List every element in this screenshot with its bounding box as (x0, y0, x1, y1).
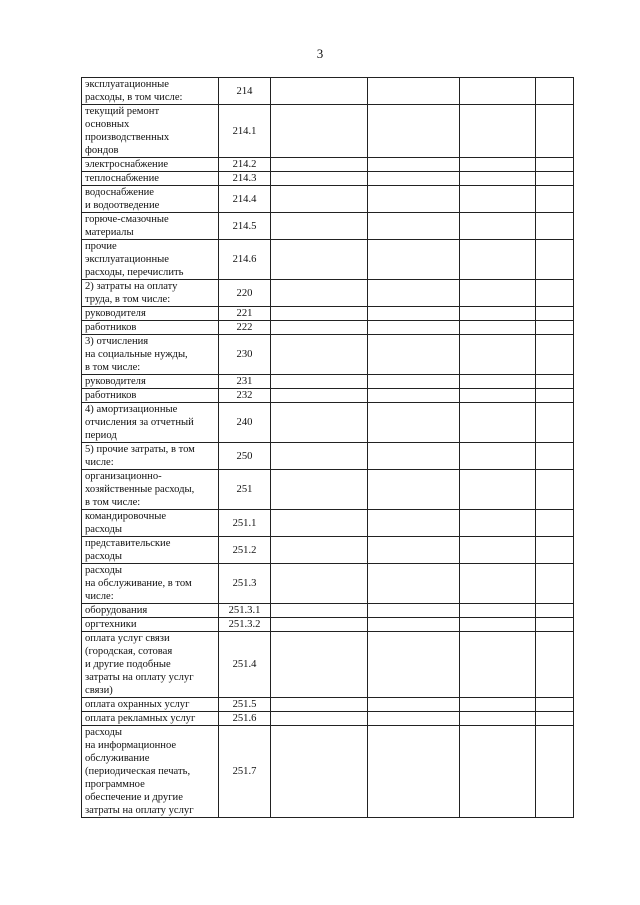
row-code: 214.3 (219, 172, 271, 186)
value-cell (536, 443, 574, 470)
table-row (82, 712, 574, 726)
table-row (82, 158, 574, 172)
table-row (82, 172, 574, 186)
row-code: 220 (219, 280, 271, 307)
value-cell (368, 213, 460, 240)
row-label: горюче-смазочные материалы (82, 213, 219, 240)
value-cell (460, 186, 536, 213)
value-cell (536, 172, 574, 186)
value-cell (460, 78, 536, 105)
row-code: 214.6 (219, 240, 271, 280)
value-cell (460, 618, 536, 632)
row-code: 251.3.1 (219, 604, 271, 618)
value-cell (536, 618, 574, 632)
value-cell (460, 389, 536, 403)
value-cell (460, 510, 536, 537)
value-cell (460, 280, 536, 307)
row-code: 231 (219, 375, 271, 389)
value-cell (271, 240, 368, 280)
row-label: работников (82, 389, 219, 403)
row-code: 221 (219, 307, 271, 321)
value-cell (536, 78, 574, 105)
value-cell (271, 403, 368, 443)
row-label: водоснабжение и водоотведение (82, 186, 219, 213)
value-cell (368, 78, 460, 105)
table-row (82, 443, 574, 470)
value-cell (536, 632, 574, 698)
row-label: электроснабжение (82, 158, 219, 172)
value-cell (368, 335, 460, 375)
value-cell (368, 726, 460, 818)
value-cell (536, 375, 574, 389)
row-code: 214.1 (219, 105, 271, 158)
value-cell (536, 726, 574, 818)
row-code: 214.5 (219, 213, 271, 240)
value-cell (271, 335, 368, 375)
value-cell (536, 537, 574, 564)
row-code: 251.3.2 (219, 618, 271, 632)
value-cell (536, 240, 574, 280)
table-row (82, 78, 574, 105)
row-code: 232 (219, 389, 271, 403)
row-label: расходы на информационное обслуживание (периодическая печать, программное обеспечение и другие затраты на оплату услуг (82, 726, 219, 818)
value-cell (368, 470, 460, 510)
value-cell (368, 632, 460, 698)
value-cell (460, 470, 536, 510)
row-label: оргтехники (82, 618, 219, 632)
value-cell (368, 172, 460, 186)
value-cell (271, 158, 368, 172)
value-cell (460, 321, 536, 335)
expense-table (81, 77, 574, 818)
value-cell (368, 186, 460, 213)
value-cell (460, 726, 536, 818)
value-cell (536, 213, 574, 240)
table-row (82, 186, 574, 213)
value-cell (536, 389, 574, 403)
table-row (82, 403, 574, 443)
row-label: оплата услуг связи (городская, сотовая и другие подобные затраты на оплату услуг связи) (82, 632, 219, 698)
row-code: 240 (219, 403, 271, 443)
value-cell (368, 618, 460, 632)
row-label: расходы на обслуживание, в том числе: (82, 564, 219, 604)
row-code: 214 (219, 78, 271, 105)
row-code: 250 (219, 443, 271, 470)
value-cell (536, 604, 574, 618)
table-row (82, 321, 574, 335)
row-code: 251.1 (219, 510, 271, 537)
table-row (82, 726, 574, 818)
value-cell (460, 158, 536, 172)
value-cell (368, 537, 460, 564)
value-cell (271, 712, 368, 726)
table-row (82, 604, 574, 618)
value-cell (368, 698, 460, 712)
value-cell (460, 537, 536, 564)
table-row (82, 470, 574, 510)
row-label: оплата рекламных услуг (82, 712, 219, 726)
value-cell (536, 403, 574, 443)
row-code: 251.5 (219, 698, 271, 712)
value-cell (536, 158, 574, 172)
value-cell (368, 307, 460, 321)
row-label: 5) прочие затраты, в том числе: (82, 443, 219, 470)
table-row (82, 335, 574, 375)
row-code: 251.2 (219, 537, 271, 564)
table-row (82, 510, 574, 537)
row-label: работников (82, 321, 219, 335)
value-cell (460, 172, 536, 186)
table-row (82, 698, 574, 712)
row-label: представительские расходы (82, 537, 219, 564)
value-cell (368, 158, 460, 172)
table-row (82, 537, 574, 564)
row-code: 214.2 (219, 158, 271, 172)
row-code: 214.4 (219, 186, 271, 213)
value-cell (368, 564, 460, 604)
row-label: 3) отчисления на социальные нужды, в том числе: (82, 335, 219, 375)
value-cell (460, 307, 536, 321)
row-label: командировочные расходы (82, 510, 219, 537)
row-code: 251 (219, 470, 271, 510)
row-label: текущий ремонт основных производственных фондов (82, 105, 219, 158)
value-cell (271, 186, 368, 213)
value-cell (536, 470, 574, 510)
value-cell (368, 105, 460, 158)
value-cell (271, 375, 368, 389)
value-cell (536, 105, 574, 158)
value-cell (271, 632, 368, 698)
table-row (82, 375, 574, 389)
table-row (82, 632, 574, 698)
value-cell (536, 186, 574, 213)
value-cell (271, 537, 368, 564)
value-cell (460, 335, 536, 375)
value-cell (368, 375, 460, 389)
value-cell (368, 604, 460, 618)
value-cell (460, 240, 536, 280)
value-cell (271, 307, 368, 321)
row-code: 222 (219, 321, 271, 335)
row-code: 251.6 (219, 712, 271, 726)
value-cell (271, 443, 368, 470)
value-cell (271, 470, 368, 510)
value-cell (271, 726, 368, 818)
table-row (82, 307, 574, 321)
value-cell (536, 307, 574, 321)
value-cell (271, 618, 368, 632)
value-cell (368, 403, 460, 443)
value-cell (368, 712, 460, 726)
value-cell (460, 632, 536, 698)
value-cell (460, 712, 536, 726)
value-cell (460, 443, 536, 470)
value-cell (536, 564, 574, 604)
value-cell (271, 213, 368, 240)
value-cell (271, 698, 368, 712)
value-cell (460, 604, 536, 618)
value-cell (271, 510, 368, 537)
value-cell (460, 375, 536, 389)
value-cell (536, 712, 574, 726)
value-cell (536, 510, 574, 537)
expense-table-body (82, 78, 574, 818)
value-cell (536, 321, 574, 335)
value-cell (368, 321, 460, 335)
value-cell (536, 335, 574, 375)
row-label: теплоснабжение (82, 172, 219, 186)
value-cell (368, 443, 460, 470)
table-row (82, 213, 574, 240)
value-cell (271, 172, 368, 186)
page-number: 3 (316, 46, 324, 61)
row-label: оборудования (82, 604, 219, 618)
table-row (82, 280, 574, 307)
value-cell (368, 240, 460, 280)
table-row (82, 240, 574, 280)
value-cell (271, 78, 368, 105)
value-cell (460, 105, 536, 158)
value-cell (536, 698, 574, 712)
row-code: 230 (219, 335, 271, 375)
value-cell (271, 564, 368, 604)
row-label: организационно- хозяйственные расходы, в том числе: (82, 470, 219, 510)
table-row (82, 105, 574, 158)
value-cell (460, 564, 536, 604)
row-label: руководителя (82, 375, 219, 389)
row-code: 251.3 (219, 564, 271, 604)
table-row (82, 618, 574, 632)
row-label: прочие эксплуатационные расходы, перечислить (82, 240, 219, 280)
row-code: 251.4 (219, 632, 271, 698)
value-cell (368, 510, 460, 537)
table-row (82, 389, 574, 403)
value-cell (460, 403, 536, 443)
row-label: руководителя (82, 307, 219, 321)
row-label: 2) затраты на оплату труда, в том числе: (82, 280, 219, 307)
value-cell (271, 105, 368, 158)
table-row (82, 564, 574, 604)
value-cell (460, 213, 536, 240)
value-cell (271, 604, 368, 618)
value-cell (271, 389, 368, 403)
value-cell (271, 280, 368, 307)
value-cell (536, 280, 574, 307)
row-code: 251.7 (219, 726, 271, 818)
row-label: эксплуатационные расходы, в том числе: (82, 78, 219, 105)
value-cell (368, 280, 460, 307)
value-cell (271, 321, 368, 335)
row-label: оплата охранных услуг (82, 698, 219, 712)
value-cell (368, 389, 460, 403)
row-label: 4) амортизационные отчисления за отчетный период (82, 403, 219, 443)
value-cell (460, 698, 536, 712)
